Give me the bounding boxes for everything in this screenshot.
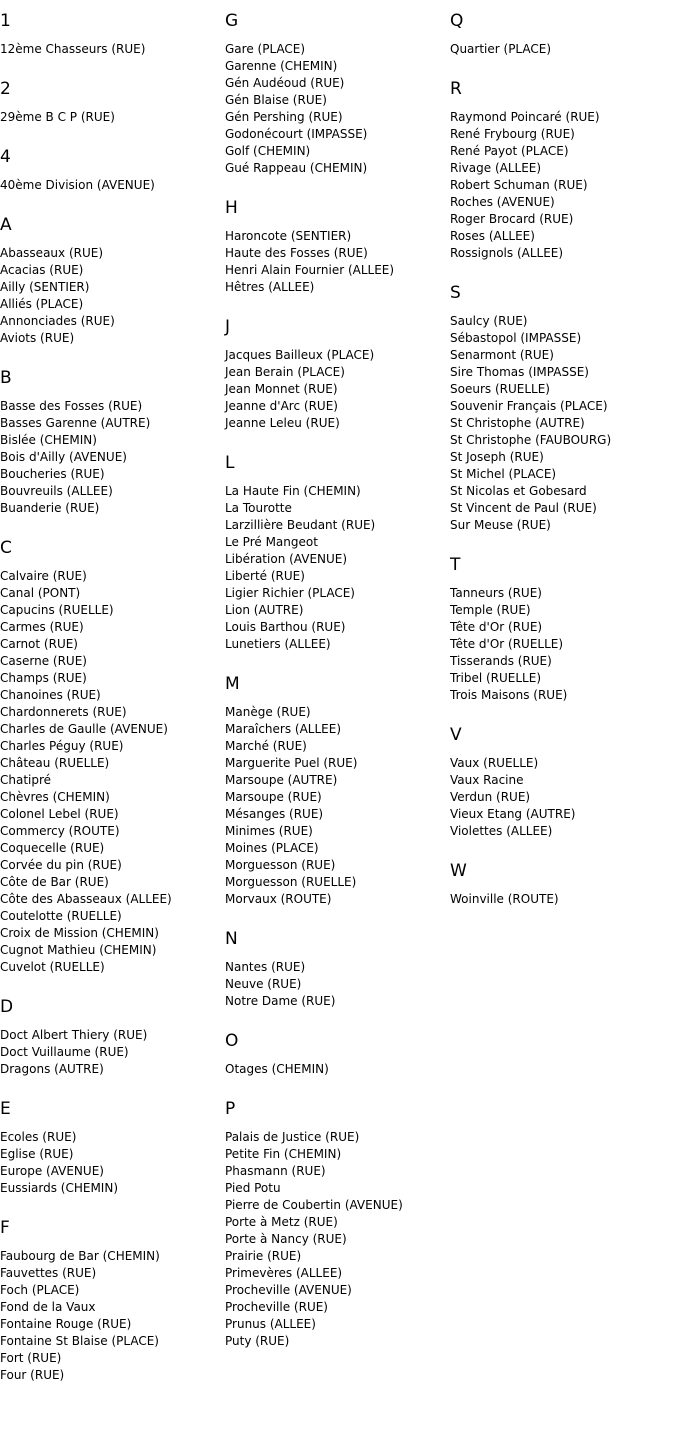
street-link[interactable]: Garenne (CHEMIN) — [225, 59, 338, 73]
street-link[interactable]: Doct Albert Thiery (RUE) — [0, 1028, 148, 1042]
street-link[interactable]: Fontaine Rouge (RUE) — [0, 1317, 132, 1331]
street-link[interactable]: Robert Schuman (RUE) — [450, 178, 588, 192]
street-link[interactable]: Vieux Etang (AUTRE) — [450, 807, 576, 821]
street-link[interactable]: Jean Monnet (RUE) — [225, 382, 338, 396]
section-letter-heading: 4 — [0, 147, 11, 167]
letter-section — [225, 672, 450, 908]
street-list — [450, 891, 675, 908]
street-link[interactable]: Calvaire (RUE) — [0, 569, 87, 583]
street-link[interactable]: Chardonnerets (RUE) — [0, 705, 127, 719]
street-link[interactable]: Temple (RUE) — [450, 603, 531, 617]
section-letter-heading: T — [450, 555, 461, 575]
section-letter-heading: L — [225, 453, 235, 473]
street-link[interactable]: Coquecelle (RUE) — [0, 841, 105, 855]
street-list — [225, 959, 450, 1010]
street-link[interactable]: Dragons (AUTRE) — [0, 1062, 104, 1076]
street-link[interactable]: Colonel Lebel (RUE) — [0, 807, 119, 821]
street-link[interactable]: Haute des Fosses (RUE) — [225, 246, 368, 260]
street-link[interactable]: Porte à Nancy (RUE) — [225, 1232, 347, 1246]
street-link[interactable]: Cugnot Mathieu (CHEMIN) — [0, 943, 157, 957]
street-link[interactable]: Abasseaux (RUE) — [0, 246, 104, 260]
street-list — [0, 1248, 225, 1384]
street-link[interactable]: Procheville (AVENUE) — [225, 1283, 352, 1297]
street-link[interactable]: 40ème Division (AVENUE) — [0, 178, 155, 192]
letter-section — [225, 1029, 450, 1078]
letter-section — [450, 9, 675, 58]
street-list — [450, 755, 675, 840]
section-letter-heading: B — [0, 368, 12, 388]
street-link[interactable]: Vaux Racine — [450, 773, 524, 787]
street-link[interactable]: Petite Fin (CHEMIN) — [225, 1147, 342, 1161]
street-link[interactable]: St Michel (PLACE) — [450, 467, 557, 481]
street-link[interactable]: Sur Meuse (RUE) — [450, 518, 551, 532]
street-link[interactable]: St Christophe (AUTRE) — [450, 416, 585, 430]
street-link[interactable]: Procheville (RUE) — [225, 1300, 328, 1314]
street-link[interactable]: Fauvettes (RUE) — [0, 1266, 97, 1280]
street-link[interactable]: Acacias (RUE) — [0, 263, 84, 277]
street-link[interactable]: Prairie (RUE) — [225, 1249, 302, 1263]
street-link[interactable]: Liberté (RUE) — [225, 569, 305, 583]
street-link[interactable]: Carmes (RUE) — [0, 620, 84, 634]
street-link[interactable]: Puty (RUE) — [225, 1334, 290, 1348]
street-link[interactable]: Pied Potu — [225, 1181, 281, 1195]
street-link[interactable]: Mésanges (RUE) — [225, 807, 324, 821]
street-link[interactable]: Primevères (ALLEE) — [225, 1266, 343, 1280]
street-link[interactable]: Ailly (SENTIER) — [0, 280, 90, 294]
street-list — [225, 1129, 450, 1350]
street-link[interactable]: Soeurs (RUELLE) — [450, 382, 550, 396]
street-link[interactable]: Basse des Fosses (RUE) — [0, 399, 143, 413]
street-link[interactable]: Sire Thomas (IMPASSE) — [450, 365, 589, 379]
street-link[interactable]: Quartier (PLACE) — [450, 42, 552, 56]
street-link[interactable]: Eglise (RUE) — [0, 1147, 74, 1161]
street-link[interactable]: St Vincent de Paul (RUE) — [450, 501, 597, 515]
street-list — [0, 245, 225, 347]
street-link[interactable]: Morguesson (RUE) — [225, 858, 336, 872]
section-letter-heading: 1 — [0, 11, 11, 31]
street-link[interactable]: Jean Berain (PLACE) — [225, 365, 345, 379]
letter-section — [0, 77, 225, 126]
letter-section — [0, 1097, 225, 1197]
street-link[interactable]: Ecoles (RUE) — [0, 1130, 77, 1144]
section-letter-heading: W — [450, 861, 467, 881]
street-link[interactable]: Prunus (ALLEE) — [225, 1317, 316, 1331]
street-link[interactable]: La Haute Fin (CHEMIN) — [225, 484, 361, 498]
street-link[interactable]: Chèvres (CHEMIN) — [0, 790, 110, 804]
section-letter-heading: P — [225, 1099, 236, 1119]
street-index-column-1 — [0, 9, 225, 1403]
street-link[interactable]: Gén Pershing (RUE) — [225, 110, 343, 124]
street-link[interactable]: Minimes (RUE) — [225, 824, 313, 838]
street-link[interactable]: Basses Garenne (AUTRE) — [0, 416, 151, 430]
street-link[interactable]: Caserne (RUE) — [0, 654, 87, 668]
street-link[interactable]: Louis Barthou (RUE) — [225, 620, 346, 634]
street-link[interactable]: Souvenir Français (PLACE) — [450, 399, 608, 413]
street-link[interactable]: Foch (PLACE) — [0, 1283, 80, 1297]
letter-section — [225, 927, 450, 1010]
street-link[interactable]: Boucheries (RUE) — [0, 467, 105, 481]
letter-section — [450, 281, 675, 534]
street-link[interactable]: Bislée (CHEMIN) — [0, 433, 97, 447]
street-link[interactable]: Fond de la Vaux — [0, 1300, 96, 1314]
street-link[interactable]: Four (RUE) — [0, 1368, 65, 1382]
street-link[interactable]: 12ème Chasseurs (RUE) — [0, 42, 146, 56]
street-link[interactable]: Charles de Gaulle (AVENUE) — [0, 722, 168, 736]
street-link[interactable]: Chatipré — [0, 773, 52, 787]
section-letter-heading: C — [0, 538, 12, 558]
street-link[interactable]: Côte de Bar (RUE) — [0, 875, 109, 889]
street-link[interactable]: Gare (PLACE) — [225, 42, 306, 56]
letter-section — [0, 9, 225, 58]
street-link[interactable]: Hêtres (ALLEE) — [225, 280, 315, 294]
street-link[interactable]: Rossignols (ALLEE) — [450, 246, 564, 260]
street-link[interactable]: Trois Maisons (RUE) — [450, 688, 568, 702]
letter-section — [225, 9, 450, 177]
street-link[interactable]: Henri Alain Fournier (ALLEE) — [225, 263, 395, 277]
letter-section — [0, 145, 225, 194]
section-letter-heading: J — [225, 317, 231, 337]
letter-section — [225, 451, 450, 653]
street-list — [225, 1061, 450, 1078]
letter-section — [450, 553, 675, 704]
street-link[interactable]: Neuve (RUE) — [225, 977, 302, 991]
street-list — [450, 585, 675, 704]
street-link[interactable]: St Joseph (RUE) — [450, 450, 544, 464]
street-link[interactable]: Sébastopol (IMPASSE) — [450, 331, 582, 345]
street-list — [0, 398, 225, 517]
letter-section — [0, 995, 225, 1078]
street-link[interactable]: Ligier Richier (PLACE) — [225, 586, 355, 600]
letter-section — [0, 536, 225, 976]
letter-section — [450, 859, 675, 908]
street-link[interactable]: Europe (AVENUE) — [0, 1164, 104, 1178]
street-link[interactable]: Faubourg de Bar (CHEMIN) — [0, 1249, 160, 1263]
section-letter-heading: H — [225, 198, 238, 218]
letter-section — [0, 1216, 225, 1384]
street-list — [0, 109, 225, 126]
section-letter-heading: G — [225, 11, 239, 31]
section-letter-heading: M — [225, 674, 240, 694]
street-link[interactable]: Moines (PLACE) — [225, 841, 319, 855]
letter-section — [225, 1097, 450, 1350]
street-link[interactable]: Aviots (RUE) — [0, 331, 75, 345]
street-index-column-3 — [450, 9, 675, 927]
letter-section — [450, 723, 675, 840]
street-link[interactable]: Champs (RUE) — [0, 671, 87, 685]
street-link[interactable]: Bouvreuils (ALLEE) — [0, 484, 113, 498]
section-letter-heading: D — [0, 997, 14, 1017]
street-link[interactable]: Morguesson (RUELLE) — [225, 875, 357, 889]
section-letter-heading: S — [450, 283, 461, 303]
street-link[interactable]: Godonécourt (IMPASSE) — [225, 127, 368, 141]
street-link[interactable]: Croix de Mission (CHEMIN) — [0, 926, 159, 940]
street-link[interactable]: René Frybourg (RUE) — [450, 127, 575, 141]
street-list — [0, 1129, 225, 1197]
street-link[interactable]: Château (RUELLE) — [0, 756, 110, 770]
street-link[interactable]: Coutelotte (RUELLE) — [0, 909, 122, 923]
street-list — [450, 41, 675, 58]
street-link[interactable]: Woinville (ROUTE) — [450, 892, 559, 906]
section-letter-heading: 2 — [0, 79, 11, 99]
street-link[interactable]: Tisserands (RUE) — [450, 654, 552, 668]
street-link[interactable]: Doct Vuillaume (RUE) — [0, 1045, 129, 1059]
street-link[interactable]: Annonciades (RUE) — [0, 314, 115, 328]
street-link[interactable]: Carnot (RUE) — [0, 637, 78, 651]
street-link[interactable]: Gué Rappeau (CHEMIN) — [225, 161, 368, 175]
street-list — [450, 109, 675, 262]
street-link[interactable]: Canal (PONT) — [0, 586, 81, 600]
street-link[interactable]: 29ème B C P (RUE) — [0, 110, 115, 124]
street-link[interactable]: Roger Brocard (RUE) — [450, 212, 574, 226]
street-link[interactable]: Libération (AVENUE) — [225, 552, 348, 566]
street-link[interactable]: Gén Blaise (RUE) — [225, 93, 327, 107]
street-list — [450, 313, 675, 534]
street-list — [225, 228, 450, 296]
letter-section — [450, 77, 675, 262]
street-link[interactable]: Lunetiers (ALLEE) — [225, 637, 331, 651]
street-link[interactable]: Phasmann (RUE) — [225, 1164, 326, 1178]
street-link[interactable]: Manège (RUE) — [225, 705, 311, 719]
street-link[interactable]: Gén Audéoud (RUE) — [225, 76, 345, 90]
street-link[interactable]: Golf (CHEMIN) — [225, 144, 311, 158]
street-link[interactable]: Le Pré Mangeot — [225, 535, 318, 549]
street-link[interactable]: Jeanne d'Arc (RUE) — [225, 399, 338, 413]
street-list — [0, 177, 225, 194]
section-letter-heading: V — [450, 725, 462, 745]
street-link[interactable]: Roses (ALLEE) — [450, 229, 535, 243]
street-link[interactable]: Tanneurs (RUE) — [450, 586, 542, 600]
letter-section — [225, 315, 450, 432]
street-link[interactable]: Morvaux (ROUTE) — [225, 892, 332, 906]
street-link[interactable]: Cuvelot (RUELLE) — [0, 960, 105, 974]
street-link[interactable]: Marguerite Puel (RUE) — [225, 756, 358, 770]
street-link[interactable]: René Payot (PLACE) — [450, 144, 569, 158]
street-link[interactable]: Haroncote (SENTIER) — [225, 229, 352, 243]
street-link[interactable]: Pierre de Coubertin (AVENUE) — [225, 1198, 403, 1212]
section-letter-heading: N — [225, 929, 238, 949]
street-link[interactable]: Nantes (RUE) — [225, 960, 306, 974]
street-list — [0, 1027, 225, 1078]
street-link[interactable]: Palais de Justice (RUE) — [225, 1130, 360, 1144]
street-link[interactable]: Verdun (RUE) — [450, 790, 531, 804]
section-letter-heading: O — [225, 1031, 239, 1051]
street-link[interactable]: Fort (RUE) — [0, 1351, 62, 1365]
street-link[interactable]: Tribel (RUELLE) — [450, 671, 542, 685]
street-link[interactable]: Maraîchers (ALLEE) — [225, 722, 342, 736]
street-link[interactable]: Chanoines (RUE) — [0, 688, 101, 702]
street-link[interactable]: Capucins (RUELLE) — [0, 603, 114, 617]
street-link[interactable]: Senarmont (RUE) — [450, 348, 554, 362]
street-link[interactable]: Fontaine St Blaise (PLACE) — [0, 1334, 159, 1348]
street-link[interactable]: Eussiards (CHEMIN) — [0, 1181, 119, 1195]
street-list — [225, 41, 450, 177]
street-link[interactable]: Otages (CHEMIN) — [225, 1062, 329, 1076]
street-link[interactable]: La Tourotte — [225, 501, 292, 515]
street-list — [225, 704, 450, 908]
street-link[interactable]: Bois d'Ailly (AVENUE) — [0, 450, 127, 464]
street-link[interactable]: Buanderie (RUE) — [0, 501, 100, 515]
street-index-column-2 — [225, 9, 450, 1369]
street-link[interactable]: Charles Péguy (RUE) — [0, 739, 124, 753]
street-link[interactable]: Roches (AVENUE) — [450, 195, 555, 209]
section-letter-heading: F — [0, 1218, 10, 1238]
street-link[interactable]: Porte à Metz (RUE) — [225, 1215, 338, 1229]
street-link[interactable]: Marché (RUE) — [225, 739, 307, 753]
street-link[interactable]: Notre Dame (RUE) — [225, 994, 336, 1008]
street-link[interactable]: Commercy (ROUTE) — [0, 824, 120, 838]
letter-section — [0, 366, 225, 517]
street-link[interactable]: Raymond Poincaré (RUE) — [450, 110, 600, 124]
street-link[interactable]: Tête d'Or (RUELLE) — [450, 637, 564, 651]
section-letter-heading: A — [0, 215, 12, 235]
street-link[interactable]: Côte des Abasseaux (ALLEE) — [0, 892, 172, 906]
street-link[interactable]: Saulcy (RUE) — [450, 314, 528, 328]
letter-section — [0, 213, 225, 347]
street-link[interactable]: Marsoupe (AUTRE) — [225, 773, 338, 787]
street-link[interactable]: Alliés (PLACE) — [0, 297, 84, 311]
street-list — [225, 347, 450, 432]
street-link[interactable]: Marsoupe (RUE) — [225, 790, 322, 804]
street-link[interactable]: Violettes (ALLEE) — [450, 824, 553, 838]
street-link[interactable]: Jeanne Leleu (RUE) — [225, 416, 340, 430]
letter-section — [225, 196, 450, 296]
street-link[interactable]: Lion (AUTRE) — [225, 603, 304, 617]
street-list — [0, 41, 225, 58]
street-list — [0, 568, 225, 976]
street-link[interactable]: Larzillière Beudant (RUE) — [225, 518, 376, 532]
street-link[interactable]: St Christophe (FAUBOURG) — [450, 433, 612, 447]
street-link[interactable]: Tête d'Or (RUE) — [450, 620, 543, 634]
street-list — [225, 483, 450, 653]
street-link[interactable]: Rivage (ALLEE) — [450, 161, 542, 175]
street-link[interactable]: Jacques Bailleux (PLACE) — [225, 348, 375, 362]
section-letter-heading: Q — [450, 11, 464, 31]
street-link[interactable]: Vaux (RUELLE) — [450, 756, 539, 770]
section-letter-heading: E — [0, 1099, 11, 1119]
section-letter-heading: R — [450, 79, 462, 99]
street-link[interactable]: St Nicolas et Gobesard — [450, 484, 587, 498]
street-link[interactable]: Corvée du pin (RUE) — [0, 858, 122, 872]
